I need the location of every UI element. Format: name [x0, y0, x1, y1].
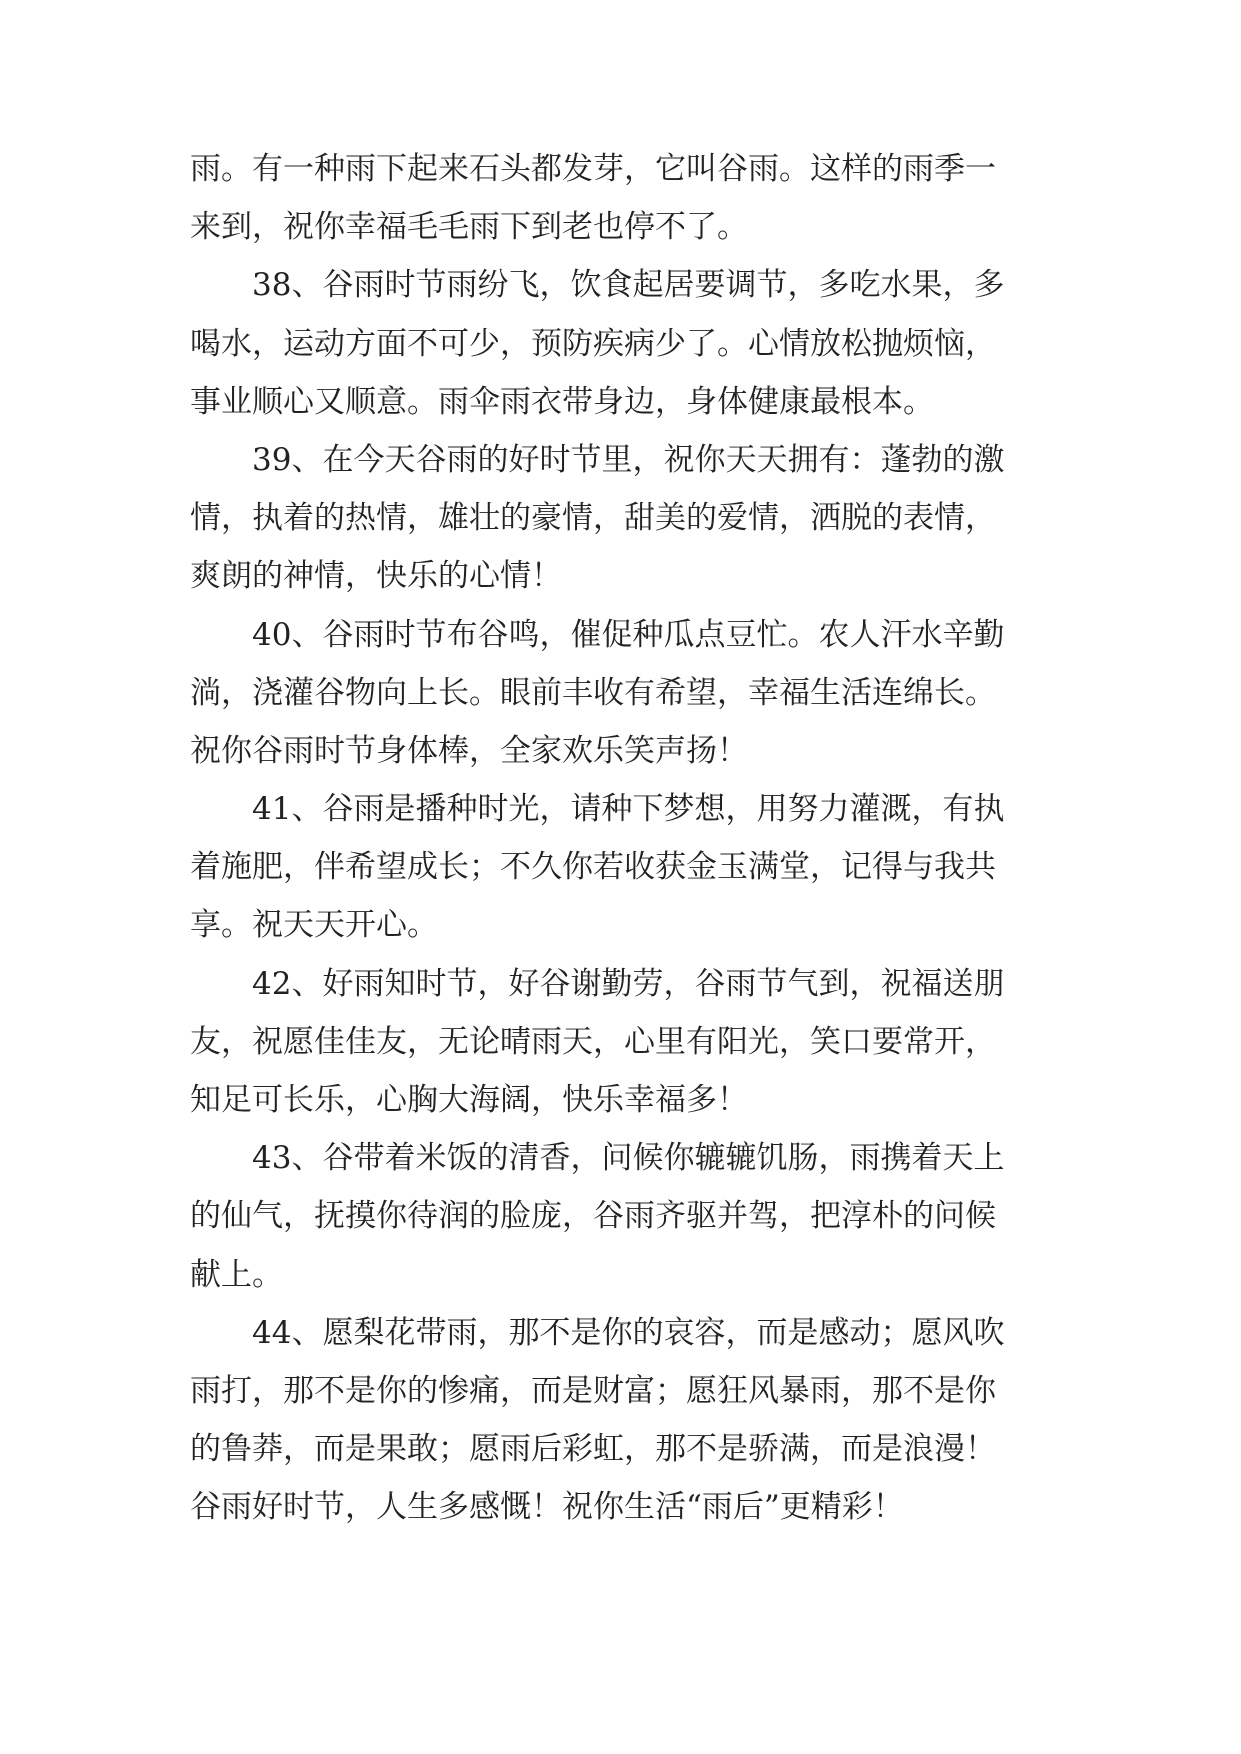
- text-line: 39、在今天谷雨的好时节里，祝你天天拥有：蓬勃的激: [190, 441, 1005, 478]
- text-line: 38、谷雨时节雨纷飞，饮食起居要调节，多吃水果，多: [190, 267, 1005, 304]
- text-line: 42、好雨知时节，好谷谢勤劳，谷雨节气到，祝福送朋: [190, 965, 1005, 1002]
- text-line: 的鲁莽，而是果敢；愿雨后彩虹，那不是骄满，而是浪漫！: [190, 1431, 996, 1468]
- text-line: 谷雨好时节，人生多感慨！祝你生活“雨后”更精彩！: [190, 1489, 904, 1526]
- text-line: 友，祝愿佳佳友，无论晴雨天，心里有阳光，笑口要常开，: [190, 1023, 996, 1060]
- text-line: 知足可长乐，心胸大海阔，快乐幸福多！: [190, 1082, 748, 1118]
- text-line: 淌，浇灌谷物向上长。眼前丰收有希望，幸福生活连绵长。: [190, 674, 996, 711]
- text-line: 44、愿梨花带雨，那不是你的哀容，而是感动；愿风吹: [190, 1314, 1005, 1351]
- text-line: 雨打，那不是你的惨痛，而是财富；愿狂风暴雨，那不是你: [190, 1372, 996, 1409]
- paragraph-40: [190, 606, 1070, 781]
- text-line: 来到，祝你幸福毛毛雨下到老也停不了。: [190, 209, 748, 246]
- paragraph-38: [190, 256, 1070, 431]
- text-line: 41、谷雨是播种时光，请种下梦想，用努力灌溉，有执: [190, 791, 1005, 828]
- paragraph-continuation: [190, 140, 1070, 256]
- paragraph-39: [190, 431, 1070, 606]
- document-body: [190, 140, 1070, 1537]
- text-line: 爽朗的神情，快乐的心情！: [190, 558, 562, 595]
- text-line: 40、谷雨时节布谷鸣，催促种瓜点豆忙。农人汗水辛勤: [190, 616, 1005, 653]
- text-line: 喝水，运动方面不可少，预防疾病少了。心情放松抛烦恼，: [190, 325, 996, 362]
- text-line: 43、谷带着米饭的清香，问候你辘辘饥肠，雨携着天上: [190, 1140, 1005, 1177]
- paragraph-41: [190, 780, 1070, 955]
- paragraph-42: [190, 955, 1070, 1130]
- text-line: 祝你谷雨时节身体棒，全家欢乐笑声扬！: [190, 732, 748, 769]
- text-line: 情，执着的热情，雄壮的豪情，甜美的爱情，洒脱的表情，: [190, 500, 996, 537]
- text-line: 的仙气，抚摸你待润的脸庞，谷雨齐驱并驾，把淳朴的问候: [190, 1198, 996, 1235]
- text-line: 事业顺心又顺意。雨伞雨衣带身边，身体健康最根本。: [190, 383, 934, 420]
- text-line: 雨。有一种雨下起来石头都发芽，它叫谷雨。这样的雨季一: [190, 151, 996, 187]
- paragraph-44: [190, 1304, 1070, 1537]
- text-line: 献上。: [190, 1256, 283, 1293]
- paragraph-43: [190, 1129, 1070, 1304]
- text-line: 享。祝天天开心。: [190, 907, 438, 944]
- text-line: 着施肥，伴希望成长；不久你若收获金玉满堂，记得与我共: [190, 849, 996, 886]
